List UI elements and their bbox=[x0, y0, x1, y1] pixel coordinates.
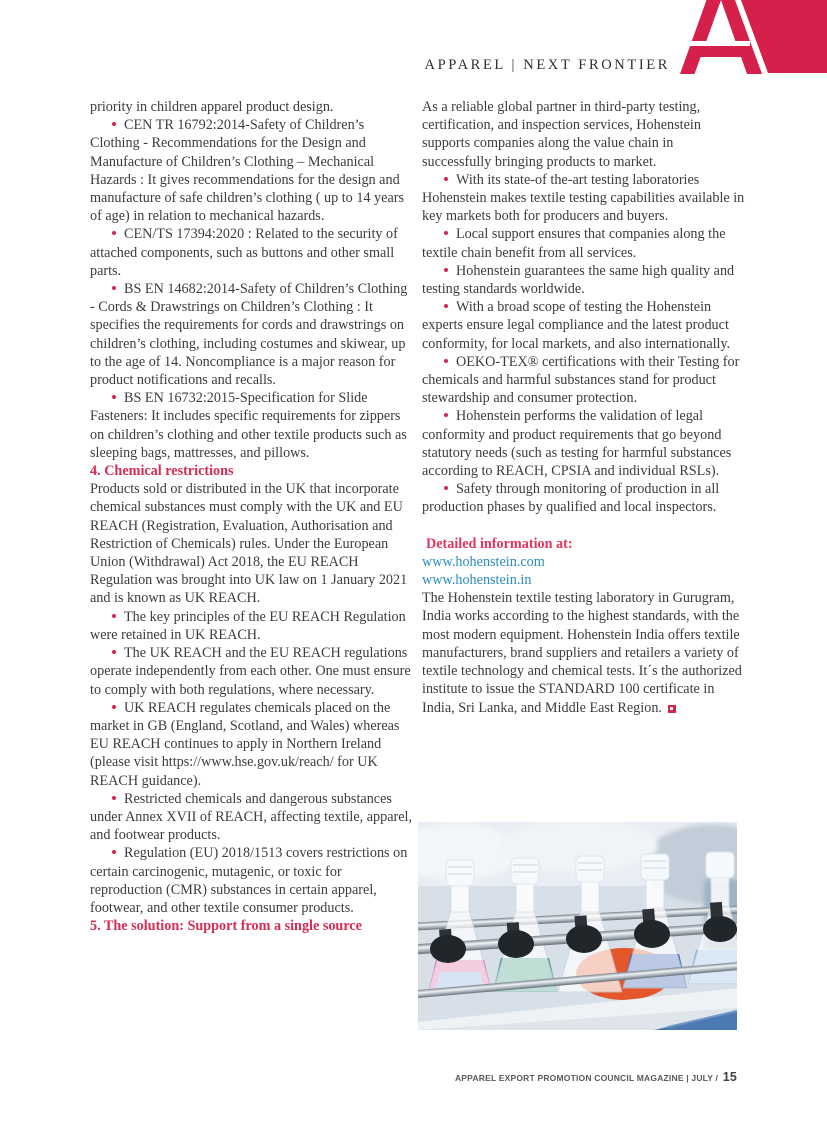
paragraph-text: BS EN 16732:2015-Specification for Slide Fasteners: It includes specific requirements for zippers on children’s clothing and other textile products such as sleeping bags, mattresses, and pillows. bbox=[90, 390, 407, 461]
paragraph-text: The key principles of the EU REACH Regulation were retained in UK REACH. bbox=[90, 608, 406, 643]
bullet-paragraph bbox=[90, 699, 415, 790]
bullet-paragraph bbox=[90, 389, 415, 462]
bullet-icon bbox=[112, 650, 116, 654]
bullet-paragraph bbox=[422, 171, 745, 226]
paragraph-text: The UK REACH and the EU REACH regulations operate independently from each other. One must ensure to comply with both regulations, where necessary. bbox=[90, 645, 411, 698]
paragraph-text: CEN TR 16792:2014-Safety of Children’s Clothing - Recommendations for the Design and Manufacture of Children’s Clothing – Mechanical Hazards : It gives recommendations for the design and manufacture of safe children’s clothing ( up to 14 years of age) in relation to mechanical hazards. bbox=[90, 117, 404, 225]
footer-magazine-text: APPAREL EXPORT PROMOTION COUNCIL MAGAZINE | JULY / bbox=[454, 1073, 719, 1083]
bullet-paragraph bbox=[90, 644, 415, 699]
bullet-paragraph bbox=[422, 480, 745, 516]
bullet-paragraph bbox=[90, 225, 415, 280]
bullet-icon bbox=[112, 286, 116, 290]
section-heading-solution: 5. The solution: Support from a single source bbox=[90, 918, 362, 935]
bullet-paragraph bbox=[90, 790, 415, 845]
bullet-icon bbox=[444, 231, 448, 235]
bullet-paragraph bbox=[422, 225, 745, 261]
bullet-icon bbox=[444, 486, 448, 490]
bullet-icon bbox=[112, 705, 116, 709]
logo-a-icon bbox=[680, 0, 827, 75]
detailed-info-label: Detailed information at: bbox=[426, 535, 573, 552]
bullet-icon bbox=[112, 796, 116, 800]
left-column bbox=[90, 98, 415, 935]
bullet-icon bbox=[444, 177, 448, 181]
paragraph: Products sold or distributed in the UK that incorporate chemical substances must comply with the UK and EU REACH (Registration, Evaluation, Authorisation and Restriction of Chemicals) rules. Under the European Union (Withdrawal) Act 2018, the EU REACH Regulation was brought into UK law on 1 January 2021 and is known as UK REACH. bbox=[90, 481, 408, 607]
link-hohenstein-com[interactable]: www.hohenstein.com bbox=[422, 553, 545, 570]
bullet-icon bbox=[444, 359, 448, 363]
paragraph-text: Safety through monitoring of production in all production phases by qualified and local inspectors. bbox=[422, 481, 720, 516]
link-hohenstein-in[interactable]: www.hohenstein.in bbox=[422, 572, 532, 589]
paragraph-text: Hohenstein guarantees the same high quality and testing standards worldwide. bbox=[422, 262, 735, 298]
paragraph-text: With its state-of the-art testing laboratories Hohenstein makes textile testing capabilities available in key markets both for producers and buyers. bbox=[422, 171, 745, 225]
paragraph-text: UK REACH regulates chemicals placed on the market in GB (England, Scotland, and Wales) whereas EU REACH continues to apply in Northern Ireland (please visit https://www.hse.gov.uk/reach/ for UK REACH guidance). bbox=[90, 699, 400, 789]
bullet-paragraph bbox=[422, 298, 745, 353]
right-column bbox=[422, 98, 745, 717]
bullet-paragraph bbox=[90, 844, 415, 917]
paragraph-text: Hohenstein performs the validation of legal conformity and product requirements that go beyond statutory needs (such as testing for harmful substances according to REACH, CPSIA and individual RSLs). bbox=[422, 408, 732, 480]
bullet-icon bbox=[112, 614, 116, 618]
page-number: 15 bbox=[722, 1070, 737, 1084]
lab-flasks-photo bbox=[418, 822, 737, 1030]
bullet-paragraph bbox=[90, 280, 415, 389]
paragraph-text: Restricted chemicals and dangerous substances under Annex XVII of REACH, affecting textile, apparel, and footwear products. bbox=[90, 790, 413, 844]
bullet-icon bbox=[444, 413, 448, 417]
paragraph-text: The Hohenstein textile testing laboratory in Gurugram, India works according to the highest standards, with the most modern equipment. Hohenstein India offers textile manufacturers, brand suppliers and retailers a variety of textile technology and chemical tests. It´s the authorized institute to issue the STANDARD 100 certificate in India, Sri Lanka, and Middle East Region. bbox=[422, 590, 742, 716]
paragraph: As a reliable global partner in third-party testing, certification, and inspection services, Hohenstein supports companies along the value chain in successfully bringing products to market. bbox=[422, 99, 701, 170]
section-heading-chemical-restrictions: 4. Chemical restrictions bbox=[90, 463, 234, 480]
bullet-paragraph bbox=[422, 353, 745, 408]
bullet-paragraph bbox=[422, 407, 745, 480]
bullet-icon bbox=[112, 231, 116, 235]
paragraph-text: OEKO-TEX® certifications with their Testing for chemicals and harmful substances stand for product stewardship and consumer protection. bbox=[422, 353, 740, 407]
paragraph-text: Regulation (EU) 2018/1513 covers restrictions on certain carcinogenic, mutagenic, or toxic for reproduction (CMR) substances in certain apparel, footwear, and other textile consumer products. bbox=[90, 845, 408, 916]
bullet-icon bbox=[444, 304, 448, 308]
closing-paragraph bbox=[422, 589, 745, 716]
bullet-paragraph bbox=[90, 116, 415, 225]
paragraph-text: With a broad scope of testing the Hohenstein experts ensure legal compliance and the latest product conformity, for local markets, and also internationally. bbox=[422, 299, 731, 352]
page-footer bbox=[455, 1070, 737, 1084]
bullet-icon bbox=[112, 850, 116, 854]
apparel-logo bbox=[680, 0, 827, 75]
bullet-paragraph bbox=[90, 608, 415, 644]
paragraph-text: BS EN 14682:2014-Safety of Children’s Clothing - Cords & Drawstrings on Children’s Clothing : It specifies the requirements for cords and drawstrings on children’s clothing, including costumes and skiwear, up to the age of 14. Noncompliance is a major reason for product notifications and recalls. bbox=[90, 281, 408, 389]
paragraph: priority in children apparel product design. bbox=[90, 99, 334, 115]
bullet-icon bbox=[444, 268, 448, 272]
section-kicker: APPAREL | NEXT FRONTIER bbox=[424, 57, 670, 73]
end-mark-icon bbox=[668, 705, 676, 713]
bullet-paragraph bbox=[422, 262, 745, 298]
bullet-icon bbox=[112, 395, 116, 399]
bullet-icon bbox=[112, 122, 116, 126]
paragraph-text: CEN/TS 17394:2020 : Related to the security of attached components, such as buttons and other small parts. bbox=[90, 226, 398, 279]
paragraph-text: Local support ensures that companies along the textile chain benefit from all services. bbox=[422, 226, 726, 261]
